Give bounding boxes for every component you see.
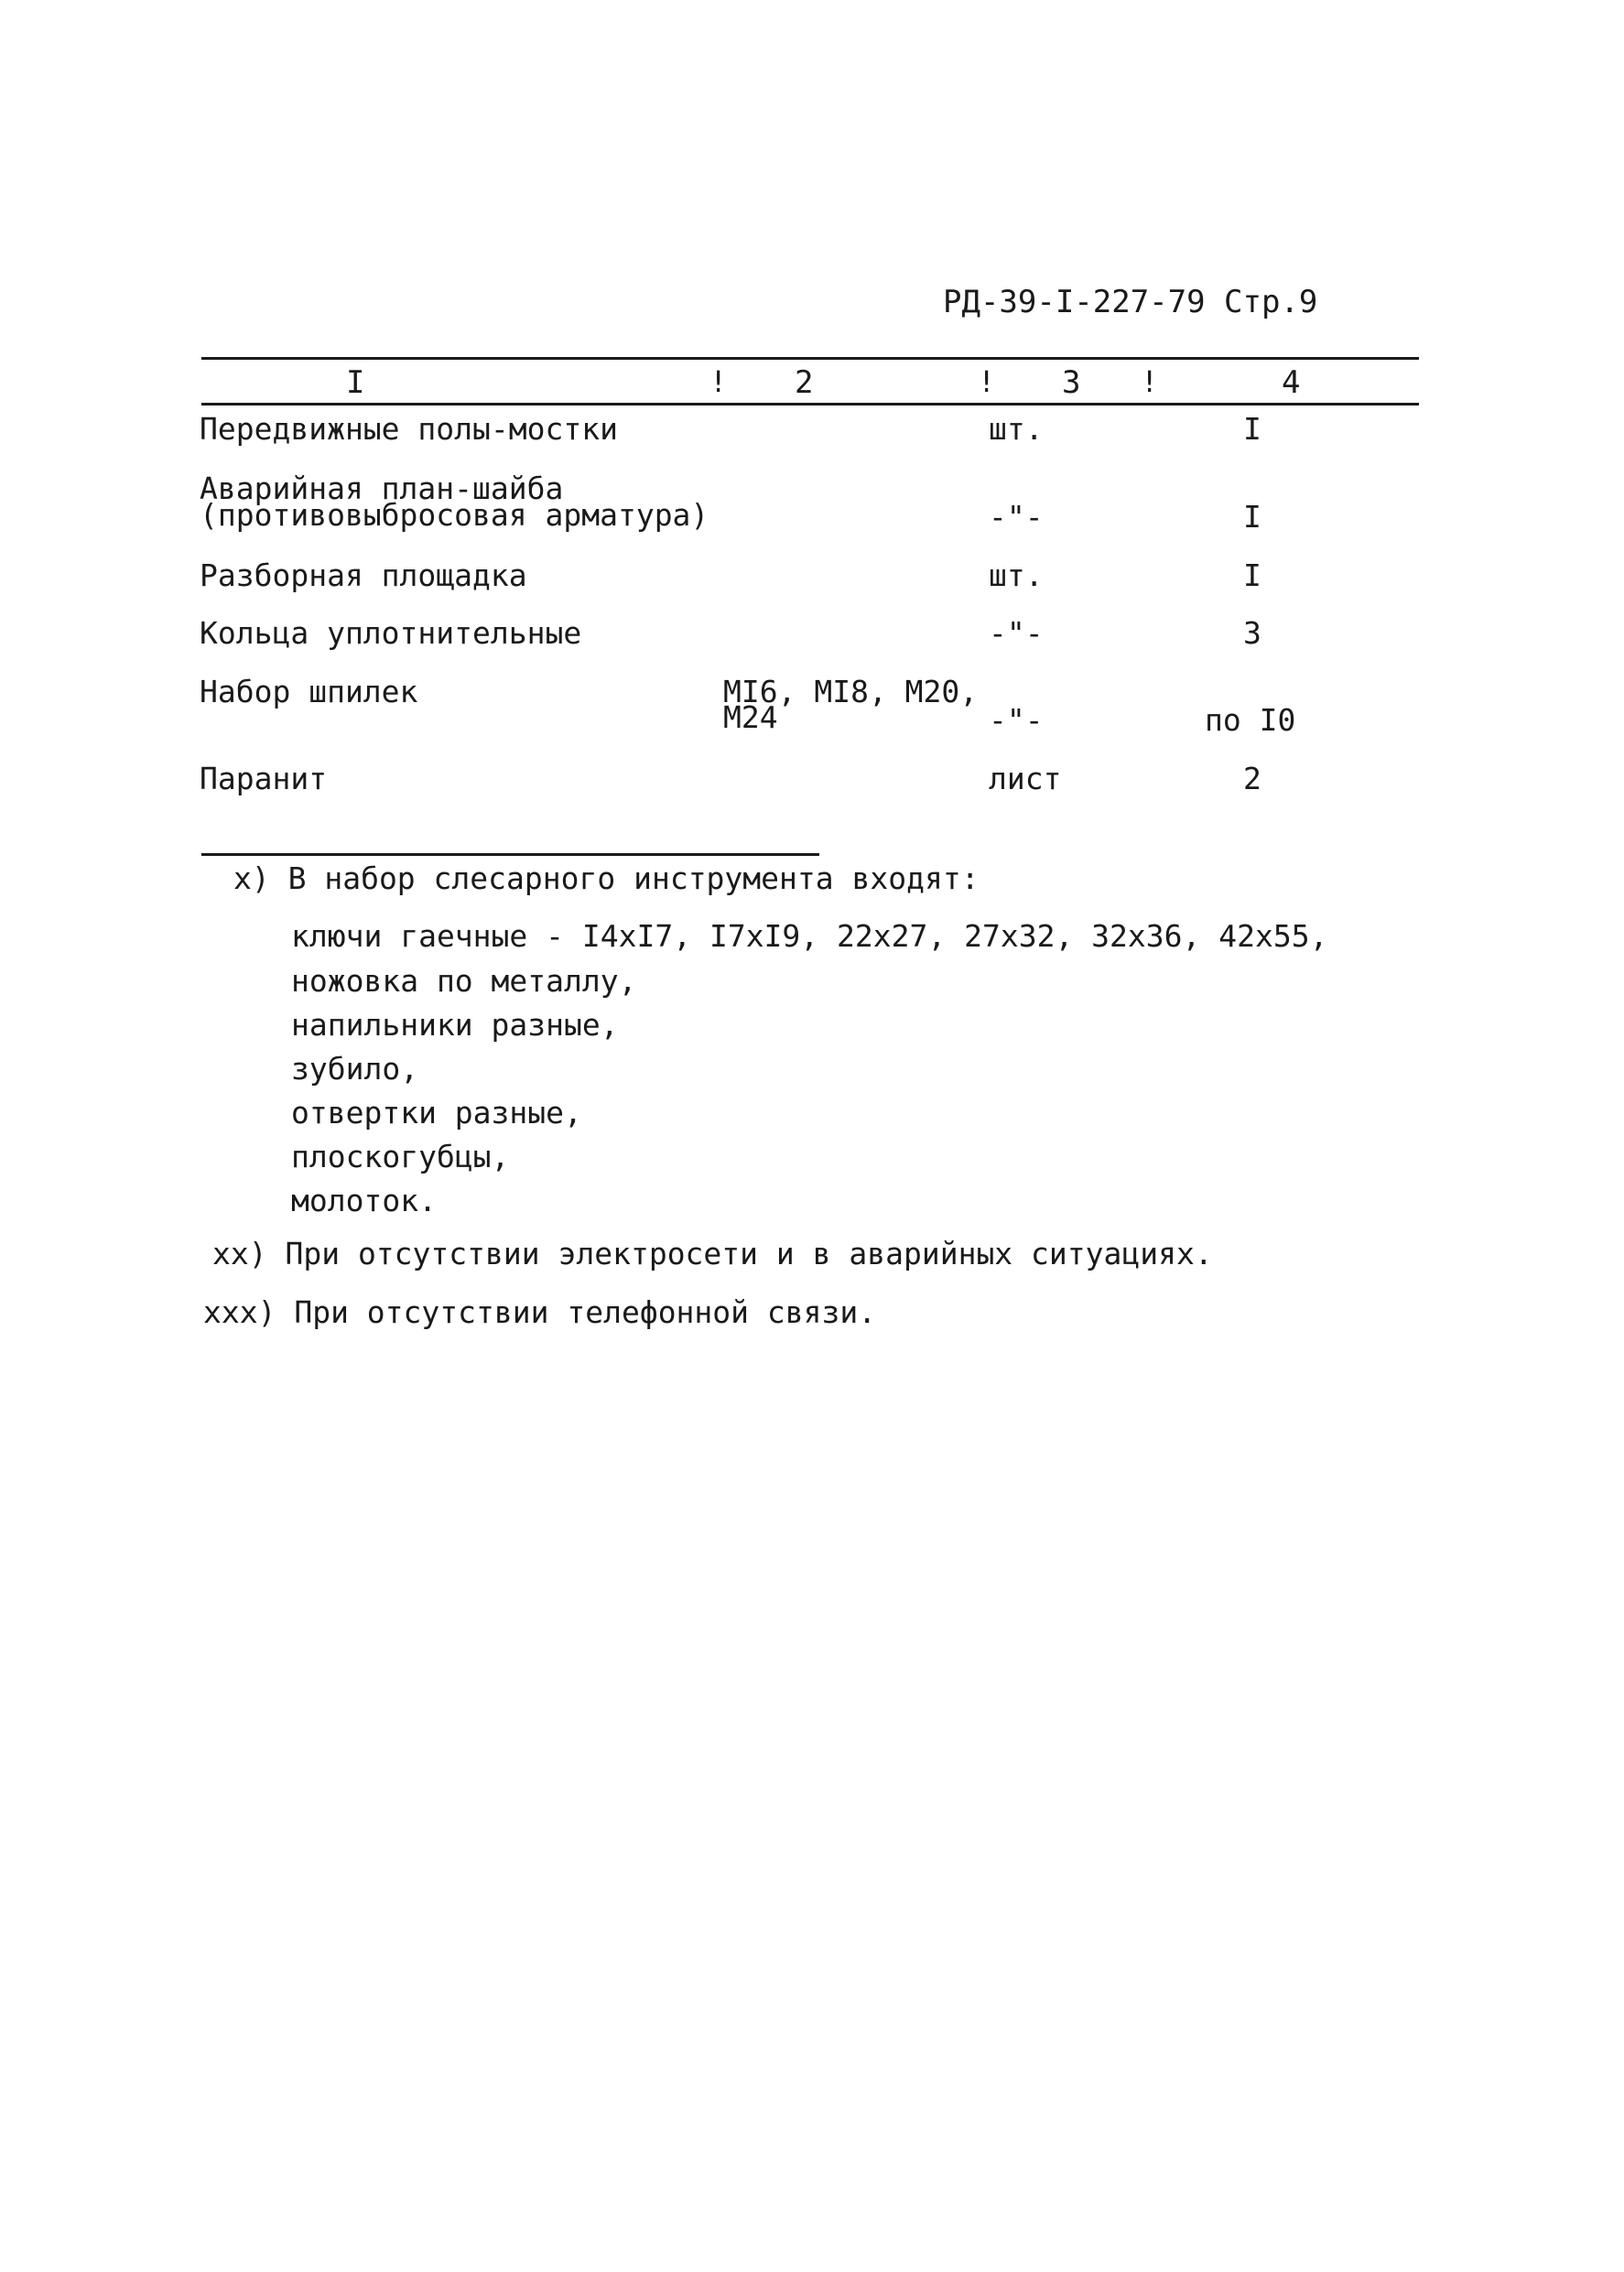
list-item: ножовка по металлу, (291, 963, 637, 999)
row-unit: -"- (989, 499, 1044, 535)
list-item: ключи гаечные - I4хI7, I7хI9, 22х27, 27х32, 32х36, 42х55, (291, 918, 1328, 954)
column-header-1: I (346, 364, 365, 401)
column-header-2: 2 (795, 364, 814, 401)
row-qty: I (1243, 499, 1261, 535)
list-item: зубило, (291, 1051, 419, 1087)
column-separator: ! (1141, 364, 1159, 399)
table-header-rule (201, 403, 1419, 406)
row-name: Паранит (200, 761, 328, 796)
document-reference: РД-39-I-227-79 Стр.9 (943, 284, 1318, 320)
table-top-rule (201, 357, 1419, 360)
column-header-4: 4 (1282, 364, 1301, 401)
row-name: Кольца уплотнительные (200, 615, 582, 651)
list-item: отвертки разные, (291, 1095, 582, 1131)
row-qty: I (1243, 411, 1261, 447)
list-item: молоток. (291, 1183, 437, 1218)
row-unit: -"- (989, 702, 1044, 738)
list-item: плоскогубцы, (291, 1139, 510, 1174)
row-name: Набор шпилек (200, 674, 418, 709)
row-qty: I (1243, 557, 1261, 593)
row-unit: шт. (989, 411, 1044, 447)
row-qty: 2 (1243, 761, 1261, 796)
row-spec-line1: МI6, МI8, М20, (723, 674, 979, 709)
row-qty: по I0 (1205, 702, 1296, 738)
column-separator: ! (978, 364, 996, 399)
footnote-rule (201, 853, 819, 856)
footnote-3: ххх) При отсутствии телефонной связи. (203, 1294, 877, 1330)
list-item: напильники разные, (291, 1007, 619, 1043)
column-header-3: 3 (1062, 364, 1081, 401)
row-unit: лист (989, 761, 1062, 796)
footnote-2: хх) При отсутствии электросети и в аварийных ситуациях. (212, 1236, 1213, 1271)
row-name: Передвижные полы-мостки (200, 411, 618, 447)
column-separator: ! (709, 364, 728, 399)
row-spec-line2: М24 (723, 699, 778, 735)
footnote-1: х) В набор слесарного инструмента входят: (233, 860, 980, 896)
row-unit: -"- (989, 615, 1044, 651)
row-unit: шт. (989, 557, 1044, 593)
row-qty: 3 (1243, 615, 1261, 651)
row-name-line2: (противовыбросовая арматура) (200, 497, 709, 533)
row-name: Разборная площадка (200, 557, 527, 593)
row-name-line1: Аварийная план-шайба (200, 471, 564, 506)
